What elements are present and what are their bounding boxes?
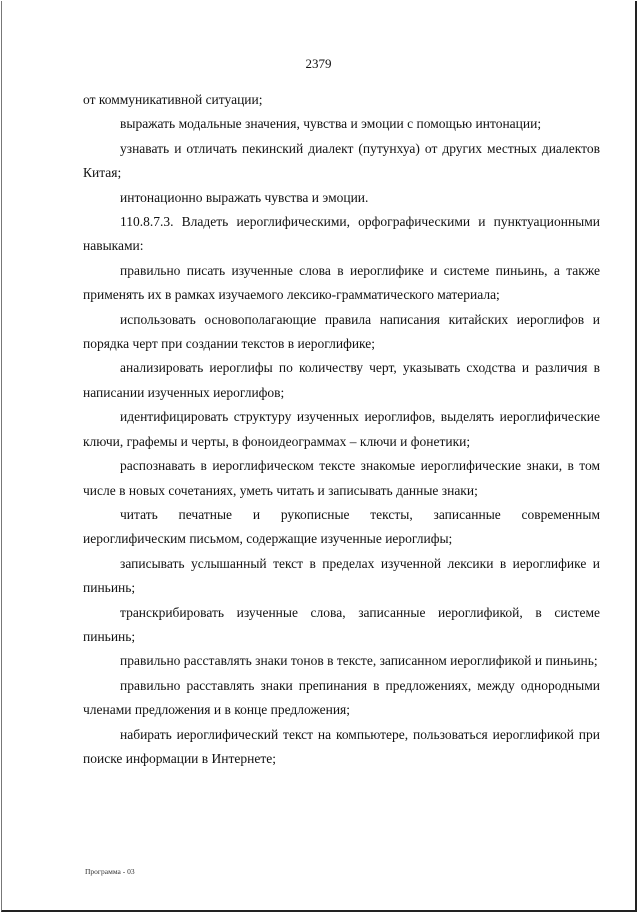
page-number: 2379: [305, 56, 332, 71]
paragraph: идентифицировать структуру изученных иероглифов, выделять иероглифические ключи, графемы и черты, в фоноидеограммах – ключи и фонетики;: [83, 409, 600, 449]
footer-label: Программа - 03: [85, 867, 135, 876]
document-page: [1, 1, 637, 912]
paragraph: распознавать в иероглифическом тексте знакомые иероглифические знаки, в том числе в новых сочетаниях, уметь читать и записывать данные знаки;: [83, 458, 600, 498]
paragraph: правильно расставлять знаки препинания в предложениях, между однородными членами предложения и в конце предложения;: [83, 677, 600, 718]
paragraph: записывать услышанный текст в пределах изученной лексики в иероглифике и пиньинь;: [83, 555, 600, 596]
paragraph: правильно писать изученные слова в иероглифике и системе пиньинь, а также применять их в рамках изучаемого лексико-грамматического материала;: [83, 262, 600, 303]
paragraph: транскрибировать изученные слова, записанные иероглификой, в системе пиньинь;: [83, 604, 600, 644]
paragraph: читать печатные и рукописные тексты, записанные современным иероглифическим письмом, содержащие изученные иероглифы;: [83, 506, 600, 547]
paragraph: от коммуникативной ситуации;: [83, 92, 263, 107]
paragraph: выражать модальные значения, чувства и эмоции с помощью интонации;: [120, 116, 542, 132]
paragraph: узнавать и отличать пекинский диалект (путунхуа) от других местных диалектов Китая;: [83, 140, 600, 181]
paragraph: 110.8.7.3. Владеть иероглифическими, орфографическими и пунктуационными навыками:: [83, 214, 600, 254]
body-text: [83, 88, 600, 771]
paragraph: использовать основополагающие правила написания китайских иероглифов и порядка черт при создании текстов в иероглифике;: [83, 311, 600, 352]
paragraph: интонационно выражать чувства и эмоции.: [120, 189, 369, 205]
paragraph: набирать иероглифический текст на компьютере, пользоваться иероглификой при поиске информации в Интернете;: [83, 726, 600, 766]
paragraph: правильно расставлять знаки тонов в тексте, записанном иероглификой и пиньинь;: [120, 653, 598, 669]
paragraph: анализировать иероглифы по количеству черт, указывать сходства и различия в написании изученных иероглифов;: [83, 360, 600, 400]
